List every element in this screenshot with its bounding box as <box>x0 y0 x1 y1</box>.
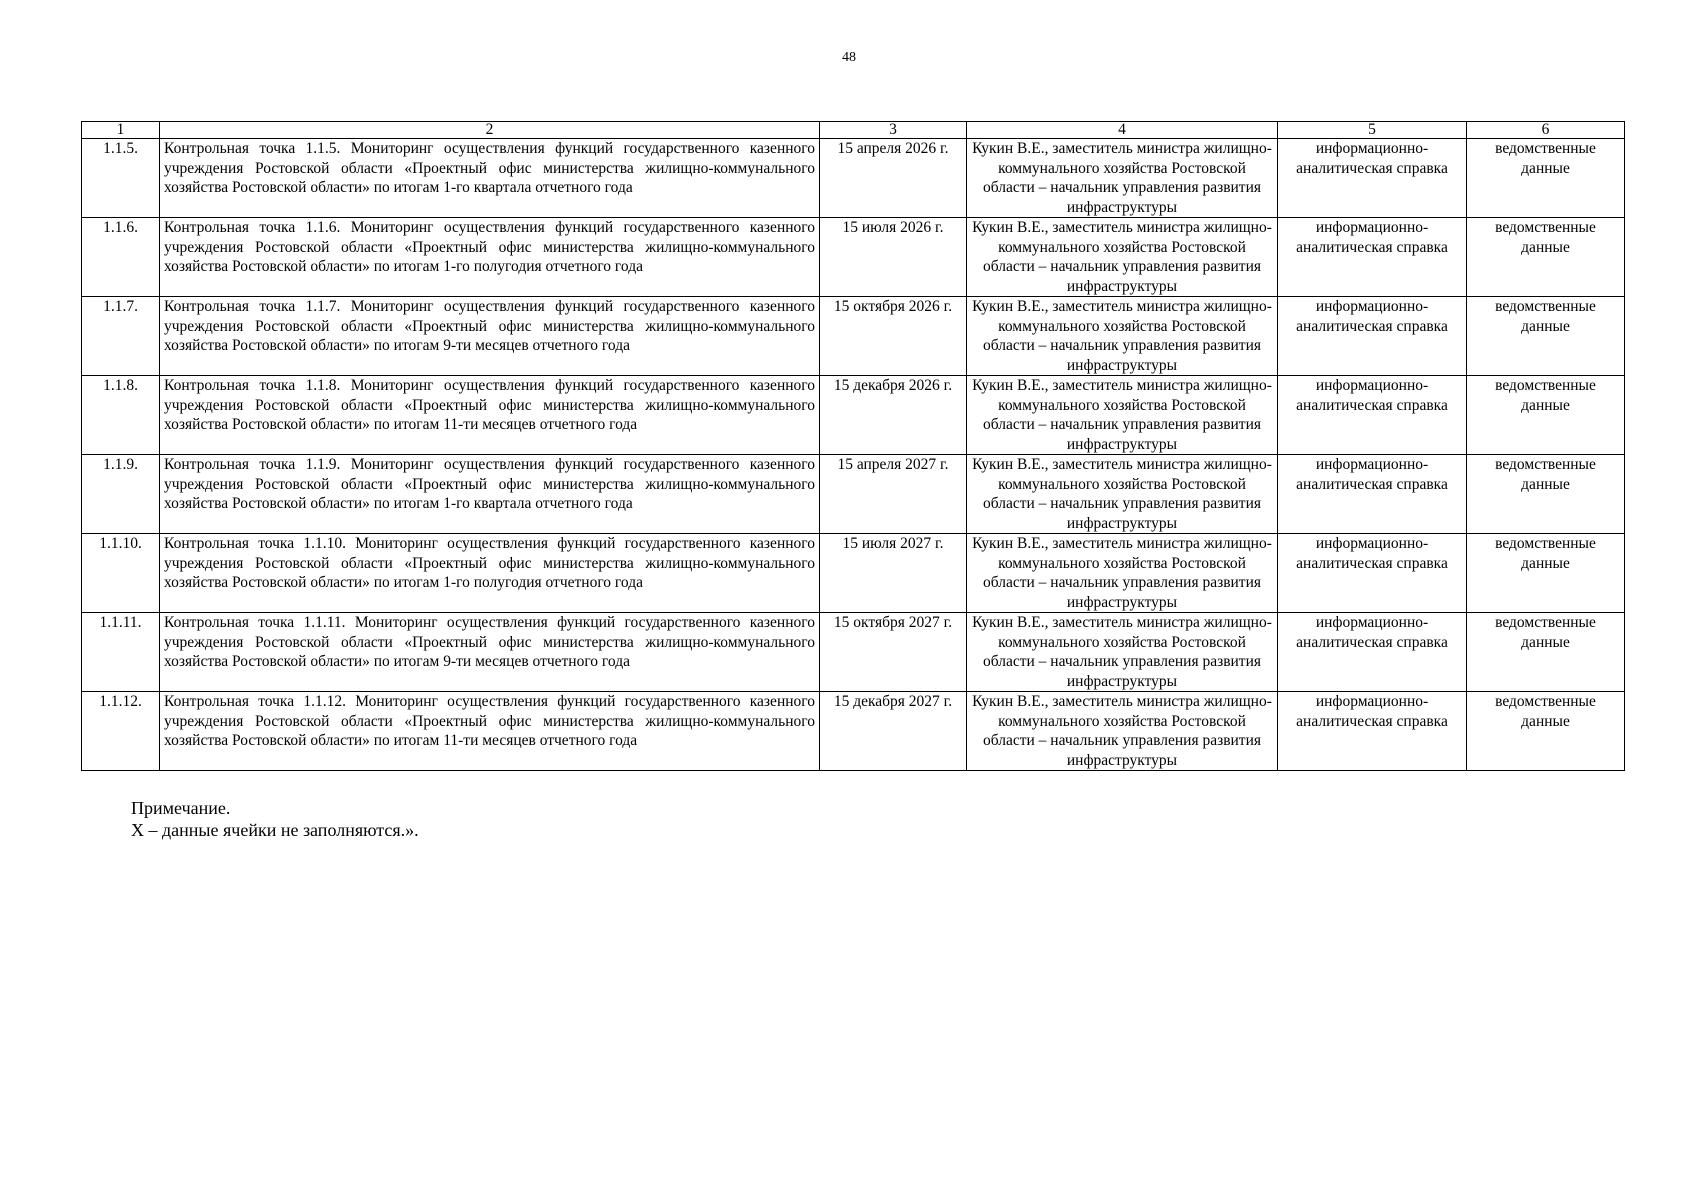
row-number-cell: 1.1.8. <box>82 376 160 455</box>
data-source-cell: ведомственные данные <box>1467 534 1625 613</box>
data-source-cell: ведомственные данные <box>1467 297 1625 376</box>
document-type-cell: информационно- аналитическая справка <box>1278 297 1467 376</box>
description-cell: Контрольная точка 1.1.9. Мониторинг осуществления функций государственного казенного учреждения Ростовской области «Проектный офис министерства жилищно-коммунального хозяйства Ростовской области» по итогам 1-го квартала отчетного года <box>160 455 820 534</box>
deadline-cell: 15 декабря 2027 г. <box>820 692 967 771</box>
header-cell-5: 5 <box>1278 122 1467 139</box>
row-number-cell: 1.1.9. <box>82 455 160 534</box>
table-row <box>82 376 1625 455</box>
description-cell: Контрольная точка 1.1.5. Мониторинг осуществления функций государственного казенного учреждения Ростовской области «Проектный офис министерства жилищно-коммунального хозяйства Ростовской области» по итогам 1-го квартала отчетного года <box>160 139 820 218</box>
responsible-cell: Кукин В.Е., заместитель министра жилищно-коммунального хозяйства Ростовской области – начальник управления развития инфраструктуры <box>967 297 1278 376</box>
control-points-table <box>81 121 1625 771</box>
header-cell-6: 6 <box>1467 122 1625 139</box>
deadline-cell: 15 июля 2026 г. <box>820 218 967 297</box>
table-row <box>82 534 1625 613</box>
note-block <box>131 797 419 841</box>
document-type-cell: информационно- аналитическая справка <box>1278 376 1467 455</box>
description-cell: Контрольная точка 1.1.10. Мониторинг осуществления функций государственного казенного учреждения Ростовской области «Проектный офис министерства жилищно-коммунального хозяйства Ростовской области» по итогам 1-го полугодия отчетного года <box>160 534 820 613</box>
responsible-cell: Кукин В.Е., заместитель министра жилищно-коммунального хозяйства Ростовской области – начальник управления развития инфраструктуры <box>967 376 1278 455</box>
responsible-cell: Кукин В.Е., заместитель министра жилищно-коммунального хозяйства Ростовской области – начальник управления развития инфраструктуры <box>967 218 1278 297</box>
header-cell-3: 3 <box>820 122 967 139</box>
page-number: 48 <box>842 50 856 65</box>
data-source-cell: ведомственные данные <box>1467 613 1625 692</box>
deadline-cell: 15 октября 2026 г. <box>820 297 967 376</box>
deadline-cell: 15 апреля 2026 г. <box>820 139 967 218</box>
responsible-cell: Кукин В.Е., заместитель министра жилищно-коммунального хозяйства Ростовской области – начальник управления развития инфраструктуры <box>967 139 1278 218</box>
document-type-cell: информационно- аналитическая справка <box>1278 218 1467 297</box>
note-text: Х – данные ячейки не заполняются.». <box>131 820 419 840</box>
table-row <box>82 455 1625 534</box>
row-number-cell: 1.1.6. <box>82 218 160 297</box>
data-source-cell: ведомственные данные <box>1467 455 1625 534</box>
responsible-cell: Кукин В.Е., заместитель министра жилищно-коммунального хозяйства Ростовской области – начальник управления развития инфраструктуры <box>967 534 1278 613</box>
responsible-cell: Кукин В.Е., заместитель министра жилищно-коммунального хозяйства Ростовской области – начальник управления развития инфраструктуры <box>967 455 1278 534</box>
table-row <box>82 297 1625 376</box>
deadline-cell: 15 апреля 2027 г. <box>820 455 967 534</box>
description-cell: Контрольная точка 1.1.7. Мониторинг осуществления функций государственного казенного учреждения Ростовской области «Проектный офис министерства жилищно-коммунального хозяйства Ростовской области» по итогам 9-ти месяцев отчетного года <box>160 297 820 376</box>
document-type-cell: информационно- аналитическая справка <box>1278 139 1467 218</box>
description-cell: Контрольная точка 1.1.6. Мониторинг осуществления функций государственного казенного учреждения Ростовской области «Проектный офис министерства жилищно-коммунального хозяйства Ростовской области» по итогам 1-го полугодия отчетного года <box>160 218 820 297</box>
header-cell-1: 1 <box>82 122 160 139</box>
table-row <box>82 139 1625 218</box>
table-header-row <box>82 122 1625 139</box>
data-source-cell: ведомственные данные <box>1467 692 1625 771</box>
responsible-cell: Кукин В.Е., заместитель министра жилищно-коммунального хозяйства Ростовской области – начальник управления развития инфраструктуры <box>967 692 1278 771</box>
document-type-cell: информационно- аналитическая справка <box>1278 534 1467 613</box>
data-source-cell: ведомственные данные <box>1467 218 1625 297</box>
deadline-cell: 15 декабря 2026 г. <box>820 376 967 455</box>
description-cell: Контрольная точка 1.1.11. Мониторинг осуществления функций государственного казенного учреждения Ростовской области «Проектный офис министерства жилищно-коммунального хозяйства Ростовской области» по итогам 9-ти месяцев отчетного года <box>160 613 820 692</box>
note-title: Примечание. <box>131 798 231 818</box>
description-cell: Контрольная точка 1.1.12. Мониторинг осуществления функций государственного казенного учреждения Ростовской области «Проектный офис министерства жилищно-коммунального хозяйства Ростовской области» по итогам 11-ти месяцев отчетного года <box>160 692 820 771</box>
table-row <box>82 613 1625 692</box>
document-type-cell: информационно- аналитическая справка <box>1278 692 1467 771</box>
table-row <box>82 218 1625 297</box>
table-row <box>82 692 1625 771</box>
deadline-cell: 15 октября 2027 г. <box>820 613 967 692</box>
deadline-cell: 15 июля 2027 г. <box>820 534 967 613</box>
document-type-cell: информационно- аналитическая справка <box>1278 613 1467 692</box>
row-number-cell: 1.1.5. <box>82 139 160 218</box>
row-number-cell: 1.1.11. <box>82 613 160 692</box>
row-number-cell: 1.1.7. <box>82 297 160 376</box>
row-number-cell: 1.1.10. <box>82 534 160 613</box>
header-cell-2: 2 <box>160 122 820 139</box>
description-cell: Контрольная точка 1.1.8. Мониторинг осуществления функций государственного казенного учреждения Ростовской области «Проектный офис министерства жилищно-коммунального хозяйства Ростовской области» по итогам 11-ти месяцев отчетного года <box>160 376 820 455</box>
document-type-cell: информационно- аналитическая справка <box>1278 455 1467 534</box>
data-source-cell: ведомственные данные <box>1467 376 1625 455</box>
responsible-cell: Кукин В.Е., заместитель министра жилищно-коммунального хозяйства Ростовской области – начальник управления развития инфраструктуры <box>967 613 1278 692</box>
table-body <box>82 122 1625 771</box>
data-source-cell: ведомственные данные <box>1467 139 1625 218</box>
row-number-cell: 1.1.12. <box>82 692 160 771</box>
header-cell-4: 4 <box>967 122 1278 139</box>
